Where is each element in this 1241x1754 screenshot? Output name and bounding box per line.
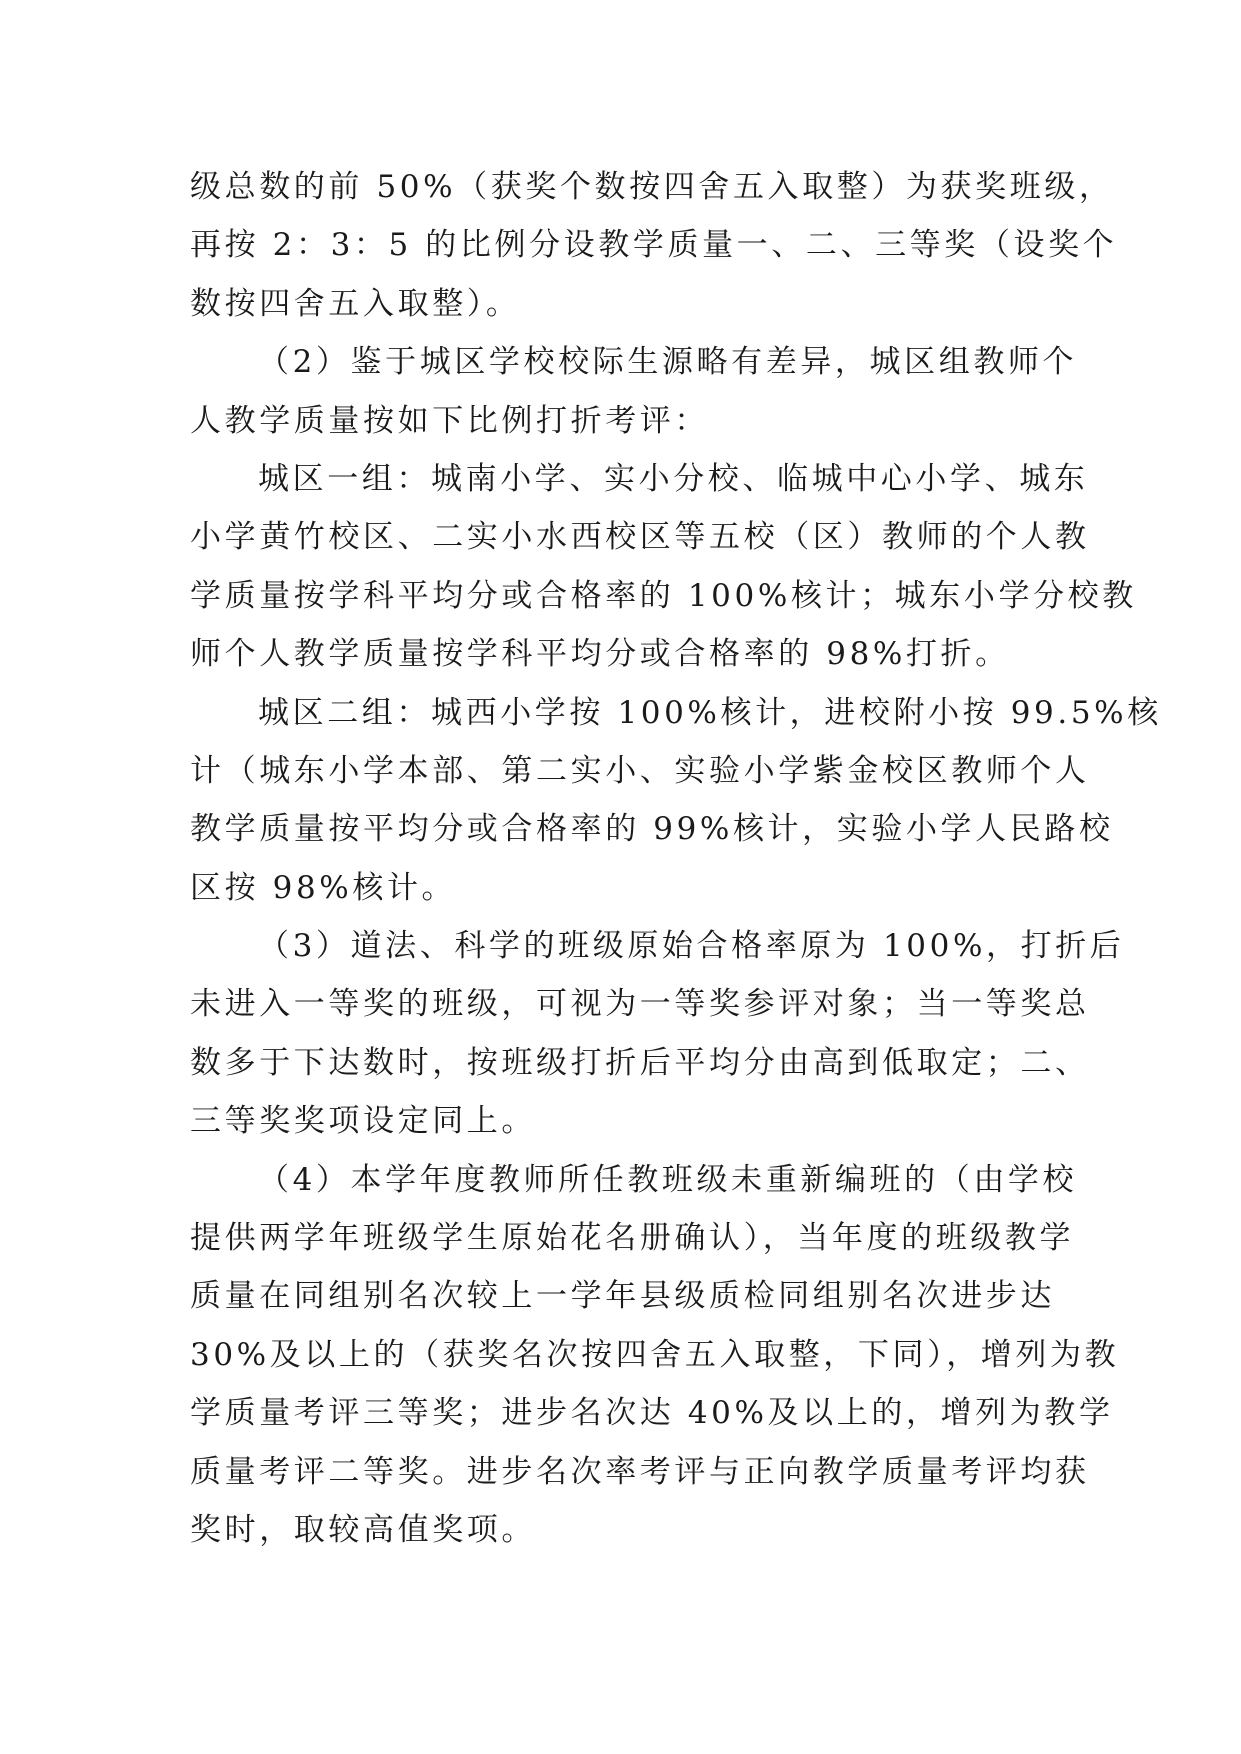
text-line-1: 级总数的前 50%（获奖个数按四舍五入取整）为获奖班级， (190, 169, 1114, 205)
text-line-13: 区按 98%核计。 (190, 869, 457, 906)
group-1-start: 城区一组：城南小学、实小分校、临城中心小学、城东 (258, 460, 1089, 497)
text-line-15: 未进入一等奖的班级，可视为一等奖参评对象；当一等奖总 (190, 986, 1090, 1023)
paragraph-3-start: （3）道法、科学的班级原始合格率原为 100%，打折后 (258, 928, 1125, 965)
text-line-22: 学质量考评三等奖；进步名次达 40%及以上的，增列为教学 (190, 1395, 1114, 1432)
text-line-20: 质量在同组别名次较上一学年县级质检同组别名次进步达 (190, 1278, 1055, 1315)
text-line-11: 计（城东小学本部、第二实小、实验小学紫金校区教师个人 (190, 752, 1090, 789)
paragraph-4-start: （4）本学年度教师所任教班级未重新编班的（由学校 (258, 1161, 1078, 1198)
text-line-19: 提供两学年班级学生原始花名册确认），当年度的班级教学 (190, 1220, 1075, 1257)
text-line-9: 师个人教学质量按学科平均分或合格率的 98%打折。 (190, 636, 1010, 673)
text-line-16: 数多于下达数时，按班级打折后平均分由高到低取定；二、 (190, 1044, 1090, 1081)
text-line-5: 人教学质量按如下比例打折考评： (190, 402, 709, 439)
text-line-17: 三等奖奖项设定同上。 (190, 1103, 536, 1140)
text-line-8: 学质量按学科平均分或合格率的 100%核计；城东小学分校教 (190, 577, 1137, 614)
paragraph-2-start: （2）鉴于城区学校校际生源略有差异，城区组教师个 (258, 344, 1078, 381)
text-line-24: 奖时，取较高值奖项。 (190, 1511, 536, 1548)
text-line-21: 30%及以上的（获奖名次按四舍五入取整，下同），增列为教 (190, 1336, 1120, 1373)
text-line-23: 质量考评二等奖。进步名次率考评与正向教学质量考评均获 (190, 1453, 1090, 1490)
text-line-12: 教学质量按平均分或合格率的 99%核计，实验小学人民路校 (190, 811, 1114, 848)
group-2-start: 城区二组：城西小学按 100%核计，进校附小按 99.5%核 (258, 694, 1162, 731)
document-body (190, 158, 1162, 1559)
text-line-2: 再按 2：3：5 的比例分设教学质量一、二、三等奖（设奖个 (190, 227, 1118, 264)
text-line-7: 小学黄竹校区、二实小水西校区等五校（区）教师的个人教 (190, 519, 1090, 556)
text-line-3: 数按四舍五入取整）。 (190, 285, 521, 322)
